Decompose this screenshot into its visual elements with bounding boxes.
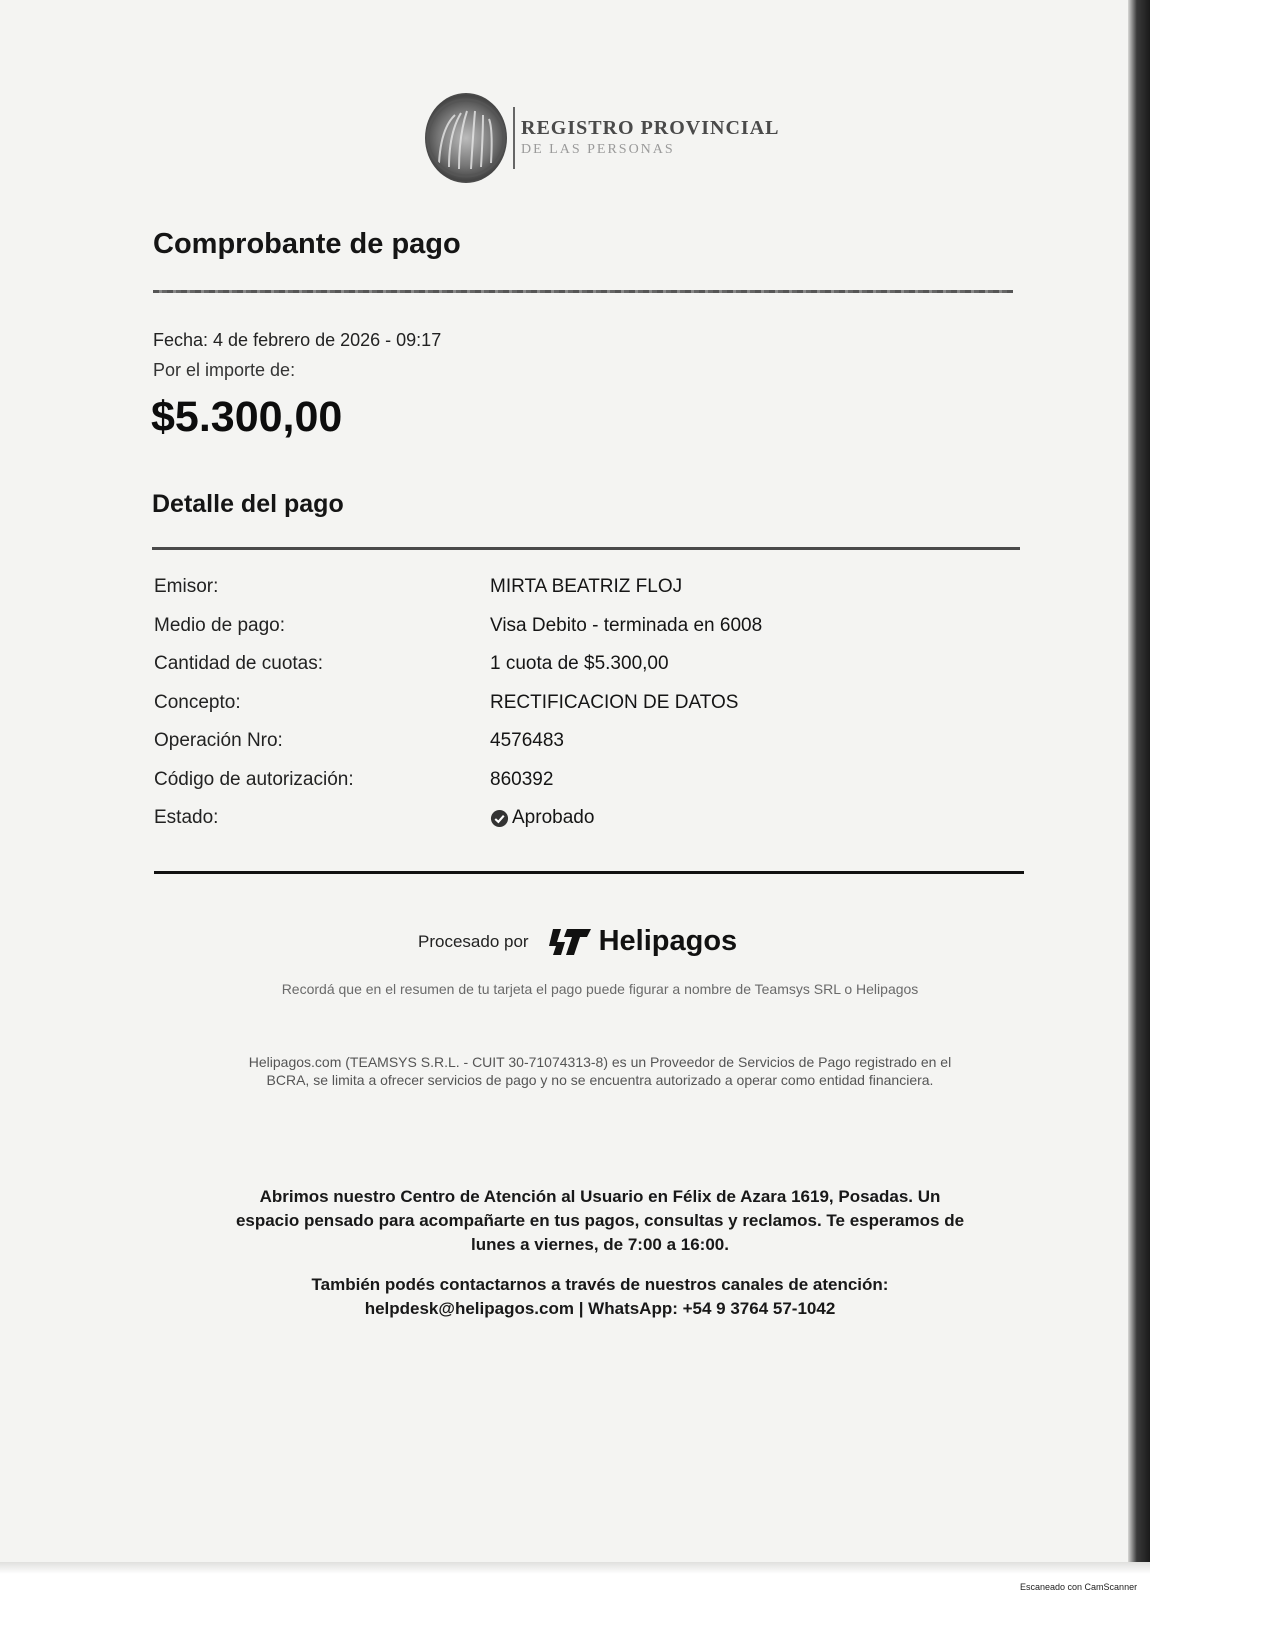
details-end-divider [154,871,1024,874]
details-title: Detalle del pago [152,490,344,518]
logo-title: REGISTRO PROVINCIAL [521,117,780,139]
scan-footer: Escaneado con CamScanner [1020,1582,1138,1592]
card-statement-notice: Recordá que en el resumen de tu tarjeta el pago puede figurar a nombre de Teamsys SRL o Helipagos [281,981,919,997]
detail-row-cuotas [154,653,1014,692]
status-value [490,807,594,829]
contact-channels [230,1273,970,1321]
detail-value: Visa Debito - terminada en 6008 [490,614,763,636]
logo-divider [513,107,515,169]
paper-bottom-edge [0,1562,1150,1574]
detail-label: Operación Nro: [154,730,283,751]
detail-value: 4576483 [490,730,564,751]
details-divider [152,547,1020,550]
logo-subtitle: DE LAS PERSONAS [521,142,675,157]
legal-notice: Helipagos.com (TEAMSYS S.R.L. - CUIT 30-71074313-8) es un Proveedor de Servicios de Pago registrado en el BCRA, se limita a ofrecer servicios de pago y no se encuentra autorizado a operar como entidad financiera. [248,1054,952,1088]
detail-label: Código de autorización: [154,768,354,790]
check-circle-icon [490,809,509,828]
receipt-title: Comprobante de pago [153,228,461,260]
contact-details: helpdesk@helipagos.com | WhatsApp: +54 9 3764 57-1042 [364,1299,836,1318]
amount-label: Por el importe de: [153,360,296,380]
detail-label: Emisor: [154,576,219,597]
payment-date: Fecha: 4 de febrero de 2026 - 09:17 [153,330,442,350]
detail-label: Estado: [154,807,219,828]
detail-row-medio-de-pago [154,615,1014,654]
helipagos-name: Helipagos [598,925,738,957]
logo-text [521,117,779,158]
detail-value: MIRTA BEATRIZ FLOJ [490,576,683,597]
detail-row-estado [154,807,1014,846]
paper-edge-shadow [1128,0,1150,1565]
service-center-info: Abrimos nuestro Centro de Atención al Usuario en Félix de Azara 1619, Posadas. Un espacio pensado para acompañarte en tus pagos, consultas y reclamos. Te esperamos de lunes a viernes, de 7:00 a 16:00. [235,1187,965,1254]
detail-row-autorizacion [154,769,1014,808]
detail-row-emisor [154,576,1014,615]
registro-provincial-logo [425,90,779,185]
detail-row-concepto [154,692,1014,731]
detail-row-operacion [154,730,1014,769]
contact-intro: También podés contactarnos a través de nuestros canales de atención: [311,1275,889,1294]
detail-label: Concepto: [154,691,241,713]
title-divider [153,290,1013,293]
detail-label: Medio de pago: [154,614,285,636]
detail-value: RECTIFICACION DE DATOS [490,691,739,713]
detail-value: 1 cuota de $5.300,00 [490,653,669,674]
payment-amount: $5.300,00 [151,393,343,441]
processed-label: Procesado por [418,931,529,951]
status-text: Aprobado [512,807,595,828]
seal-icon [425,93,507,183]
detail-label: Cantidad de cuotas: [154,653,324,674]
helipagos-logo-icon [547,927,593,957]
detail-value: 860392 [490,768,554,790]
payment-details [154,576,1014,846]
processed-by [418,925,737,958]
